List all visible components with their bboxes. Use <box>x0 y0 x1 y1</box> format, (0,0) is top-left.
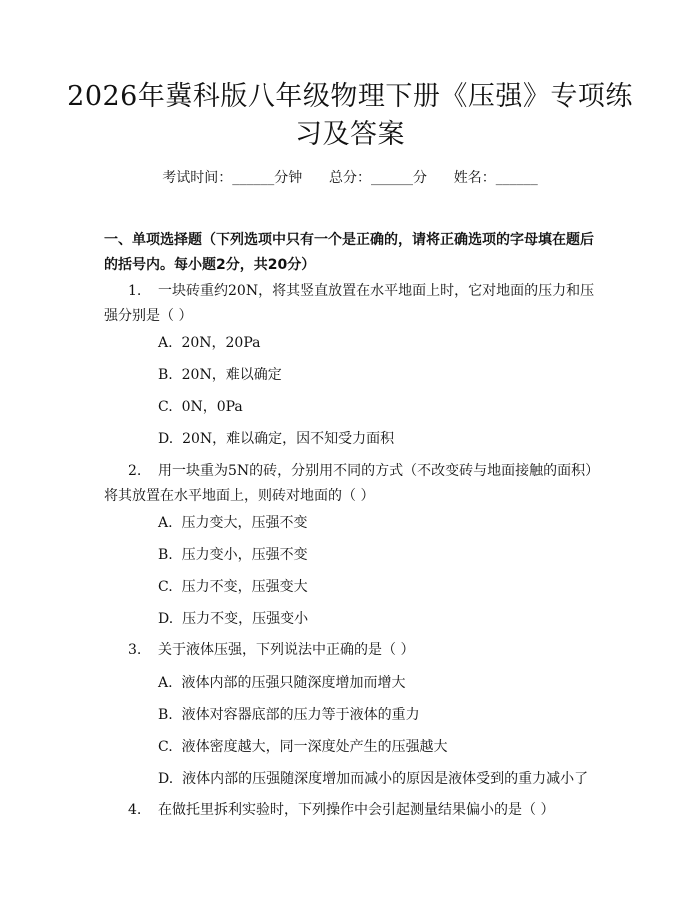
question-number: 4. <box>128 802 142 818</box>
question-2 <box>104 459 604 509</box>
question-number: 2. <box>128 463 142 479</box>
option-a: A. 20N，20Pa <box>158 335 261 351</box>
option-b: B. 液体对容器底部的压力等于液体的重力 <box>158 707 420 723</box>
question-3 <box>104 638 604 663</box>
option-b: B. 压力变小，压强不变 <box>158 547 308 563</box>
option-d: D. 20N，难以确定，因不知受力面积 <box>158 431 395 447</box>
document-title: 2026年冀科版八年级物理下册《压强》专项练习及答案 <box>67 81 633 150</box>
question-text: 关于液体压强，下列说法中正确的是（ ） <box>158 642 415 658</box>
option-c: C. 0N，0Pa <box>158 399 243 415</box>
option-a: A. 液体内部的压强只随深度增加而增大 <box>158 675 406 691</box>
option-d: D. 液体内部的压强随深度增加而减小的原因是液体受到的重力减小了 <box>158 771 589 787</box>
option-c: C. 液体密度越大，同一深度处产生的压强越大 <box>158 739 448 755</box>
question-text: 一块砖重约20N，将其竖直放置在水平地面上时，它对地面的压力和压强分别是（ ） <box>104 283 595 324</box>
option-a: A. 压力变大，压强不变 <box>158 515 308 531</box>
question-text: 在做托里拆利实验时，下列操作中会引起测量结果偏小的是（ ） <box>158 802 555 818</box>
option-b: B. 20N，难以确定 <box>158 367 282 383</box>
section-heading: 一、单项选择题（下列选项中只有一个是正确的，请将正确选项的字母填在题后的括号内。每小题2分，共20分） <box>104 232 594 273</box>
question-number: 3. <box>128 642 142 658</box>
option-d: D. 压力不变，压强变小 <box>158 611 309 627</box>
question-text: 用一块重为5N的砖，分别用不同的方式（不改变砖与地面接触的面积）将其放置在水平地面上，则砖对地面的（ ） <box>104 463 600 504</box>
option-c: C. 压力不变，压强变大 <box>158 579 308 595</box>
question-1 <box>104 279 604 329</box>
exam-info-line: 考试时间：______分钟 总分：______分 姓名：______ <box>162 170 538 186</box>
question-number: 1. <box>128 283 142 299</box>
question-4 <box>104 798 604 823</box>
